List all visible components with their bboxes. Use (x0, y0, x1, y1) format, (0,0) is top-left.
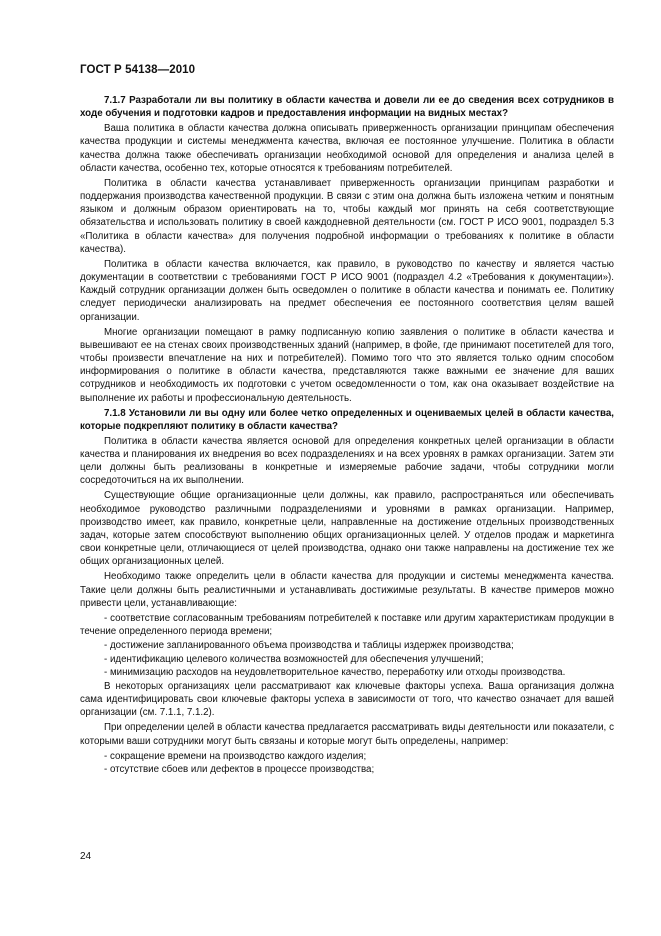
question-7-1-8: 7.1.8 Установили ли вы одну или более четко определенных и оцениваемых целей в области качества, которые подкрепляют политику в области качества? (80, 407, 614, 432)
paragraph: В некоторых организациях цели рассматривают как ключевые факторы успеха. Ваша организация должна сама идентифицировать свои ключевые факторы успеха в зависимости от того, что качество означает для вашей организации (см. 7.1.1, 7.1.2). (80, 680, 614, 719)
paragraph: При определении целей в области качества предлагается рассматривать виды деятельности или показатели, с которыми ваши сотрудники могут быть связаны и которые могут быть определены, например: (80, 722, 614, 747)
list-item: - отсутствие сбоев или дефектов в процессе производства; (104, 764, 375, 776)
list-item: - идентификацию целевого количества возможностей для обеспечения улучшений; (104, 653, 484, 665)
paragraph: Политика в области качества является основой для определения конкретных целей организации в области качества и планирования их внедрения во всех подразделениях и на всех уровнях в рамках организации. Затем эти цели должны быть реализованы в конкретные и измеряемые рабочие задачи, чтобы сотрудники могли сосредоточиться на их выполнении. (80, 435, 614, 487)
document-body (80, 94, 614, 777)
paragraph: Политика в области качества включается, как правило, в руководство по качеству и является частью документации в соответствии с требованиями ГОСТ Р ИСО 9001 (подраздел 4.2 «Требования к документации»). Каждый сотрудник организации должен быть осведомлен о политике в области качества и понимать ее. Политику следует периодически анализировать на предмет обеспечения ее постоянного соответствия целям вашей организации. (80, 258, 614, 323)
document-header: ГОСТ Р 54138—2010 (80, 64, 196, 76)
list-item: - минимизацию расходов на неудовлетворительное качество, переработку или отходы производства. (104, 667, 566, 679)
page-number: 24 (80, 851, 92, 862)
paragraph: Ваша политика в области качества должна описывать приверженность организации принципам обеспечения качества продукции и системы менеджмента качества, включая ее постоянное улучшение. Политика в области качества должна также обеспечивать организации необходимой основой для определения и анализа целей в области качества, особенно тех, которые относятся к требованиям потребителей. (80, 123, 614, 174)
list-item: - сокращение времени на производство каждого изделия; (104, 750, 367, 762)
list-item: - соответствие согласованным требованиям потребителей к поставке или другим характеристикам продукции в течение определенного периода времени; (80, 612, 614, 638)
list-item: - достижение запланированного объема производства и таблицы издержек производства; (104, 639, 514, 651)
paragraph: Многие организации помещают в рамку подписанную копию заявления о политике в области качества и вывешивают ее на стенах своих производственных зданий (например, в фойе, где принимают посетителей для того, чтобы произвести впечатление на них и потребителей). Помимо того что это является только одним способом информирования о политике в области качества, представляются также важными ее значение для ваших сотрудников и необходимость их подготовки с учетом осведомленности о том, как она оказывает воздействие на выполнение их работы и профессиональную деятельность. (80, 326, 614, 404)
question-7-1-7: 7.1.7 Разработали ли вы политику в области качества и довели ли ее до сведения всех сотрудников в ходе обучения и подготовки кадров и предоставления информации на видных местах? (80, 95, 614, 120)
paragraph: Необходимо также определить цели в области качества для продукции и системы менеджмента качества. Такие цели должны быть реалистичными и устанавливать достижимые результаты. В качестве примеров можно привести цели, устанавливающие: (80, 571, 614, 609)
paragraph: Политика в области качества устанавливает приверженность организации принципам разработки и поддержания производства качественной продукции. В связи с этим она должна быть изложена четким и понятным языком и должным образом ориентировать на то, чтобы каждый мог принять на себя соответствующие обязательства и использовать политику в своей каждодневной деятельности (см. ГОСТ Р ИСО 9001, подраздел 5.3 «Политика в области качества» для получения подробной информации о требованиях к политике в области качества). (80, 177, 614, 255)
paragraph: Существующие общие организационные цели должны, как правило, распространяться или обеспечивать необходимое руководство различными подразделениями и уровнями в рамках организации. Например, производство имеет, как правило, конкретные цели, направленные на достижение отдельных производственных задач, которые затем способствуют выполнению общих организационных целей. У отделов продаж и маркетинга свои конкретные цели, отличающиеся от целей производства, однако они также направлены на достижение тех же общих организационных целей. (80, 490, 614, 568)
